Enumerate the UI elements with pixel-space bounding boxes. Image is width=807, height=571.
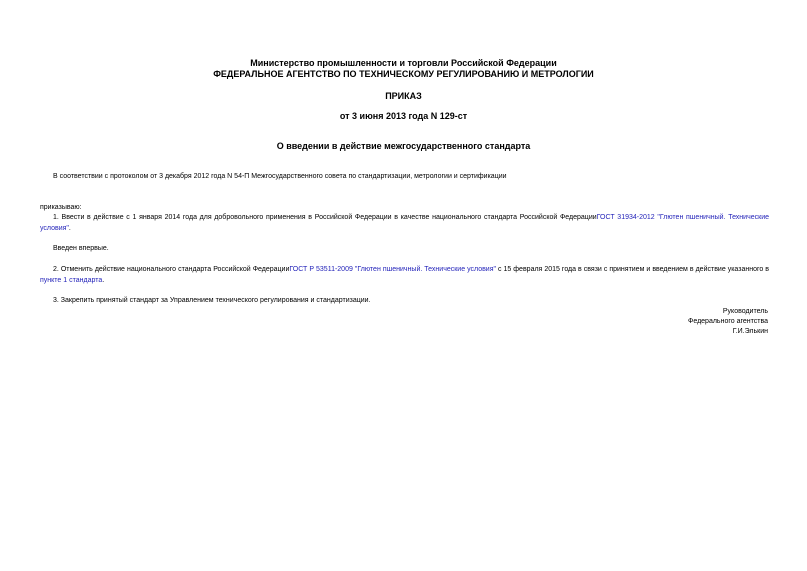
paragraph-item-1	[40, 212, 769, 234]
ministry-title: Министерство промышленности и торговли Российской Федерации	[250, 58, 557, 68]
paragraph-item-2	[40, 264, 769, 286]
gost-r-53511-2009-link[interactable]: ГОСТ Р 53511-2009 "Глютен пшеничный. Технические условия"	[289, 266, 496, 273]
preamble-text: В соответствии с протоколом от 3 декабря 2012 года N 54-П Межгосударственного совета по стандартизации, метрологии и сертификации	[53, 173, 507, 180]
item-1-standard-link[interactable]: пункте 1 стандарта	[40, 277, 103, 284]
paragraph-item-3: 3. Закрепить принятый стандарт за Управлением технического регулирования и стандартизации.	[53, 297, 371, 304]
item-1-text: 1. Ввести в действие с 1 января 2014 года для добровольного применения в Российской Федерации в качестве национального стандарта Российской Федерации	[53, 214, 597, 221]
gost-31934-2012-link[interactable]: ГОСТ 31934-2012 "Глютен пшеничный. Технические условия"	[40, 214, 769, 232]
order-word: приказываю:	[40, 204, 82, 211]
item-2-end: .	[102, 277, 105, 284]
document-type: ПРИКАЗ	[385, 91, 422, 101]
note-first-introduced: Введен впервые.	[53, 245, 109, 252]
agency-title: ФЕДЕРАЛЬНОЕ АГЕНТСТВО ПО ТЕХНИЧЕСКОМУ РЕГУЛИРОВАНИЮ И МЕТРОЛОГИИ	[213, 69, 594, 79]
item-2-middle: с 15 февраля 2015 года в связи с принятием и введением в действие указанного в	[496, 266, 769, 273]
document-date-number: от 3 июня 2013 года N 129-ст	[339, 111, 468, 121]
signatory-position-line-2: Федерального агентства	[688, 318, 768, 325]
signatory-name: Г.И.Элькин	[732, 328, 768, 335]
item-1-end: .	[68, 225, 71, 232]
document-subject: О введении в действие межгосударственного стандарта	[276, 141, 531, 151]
signatory-position-line-1: Руководитель	[722, 308, 768, 315]
item-2-text: 2. Отменить действие национального стандарта Российской Федерации	[53, 266, 290, 273]
